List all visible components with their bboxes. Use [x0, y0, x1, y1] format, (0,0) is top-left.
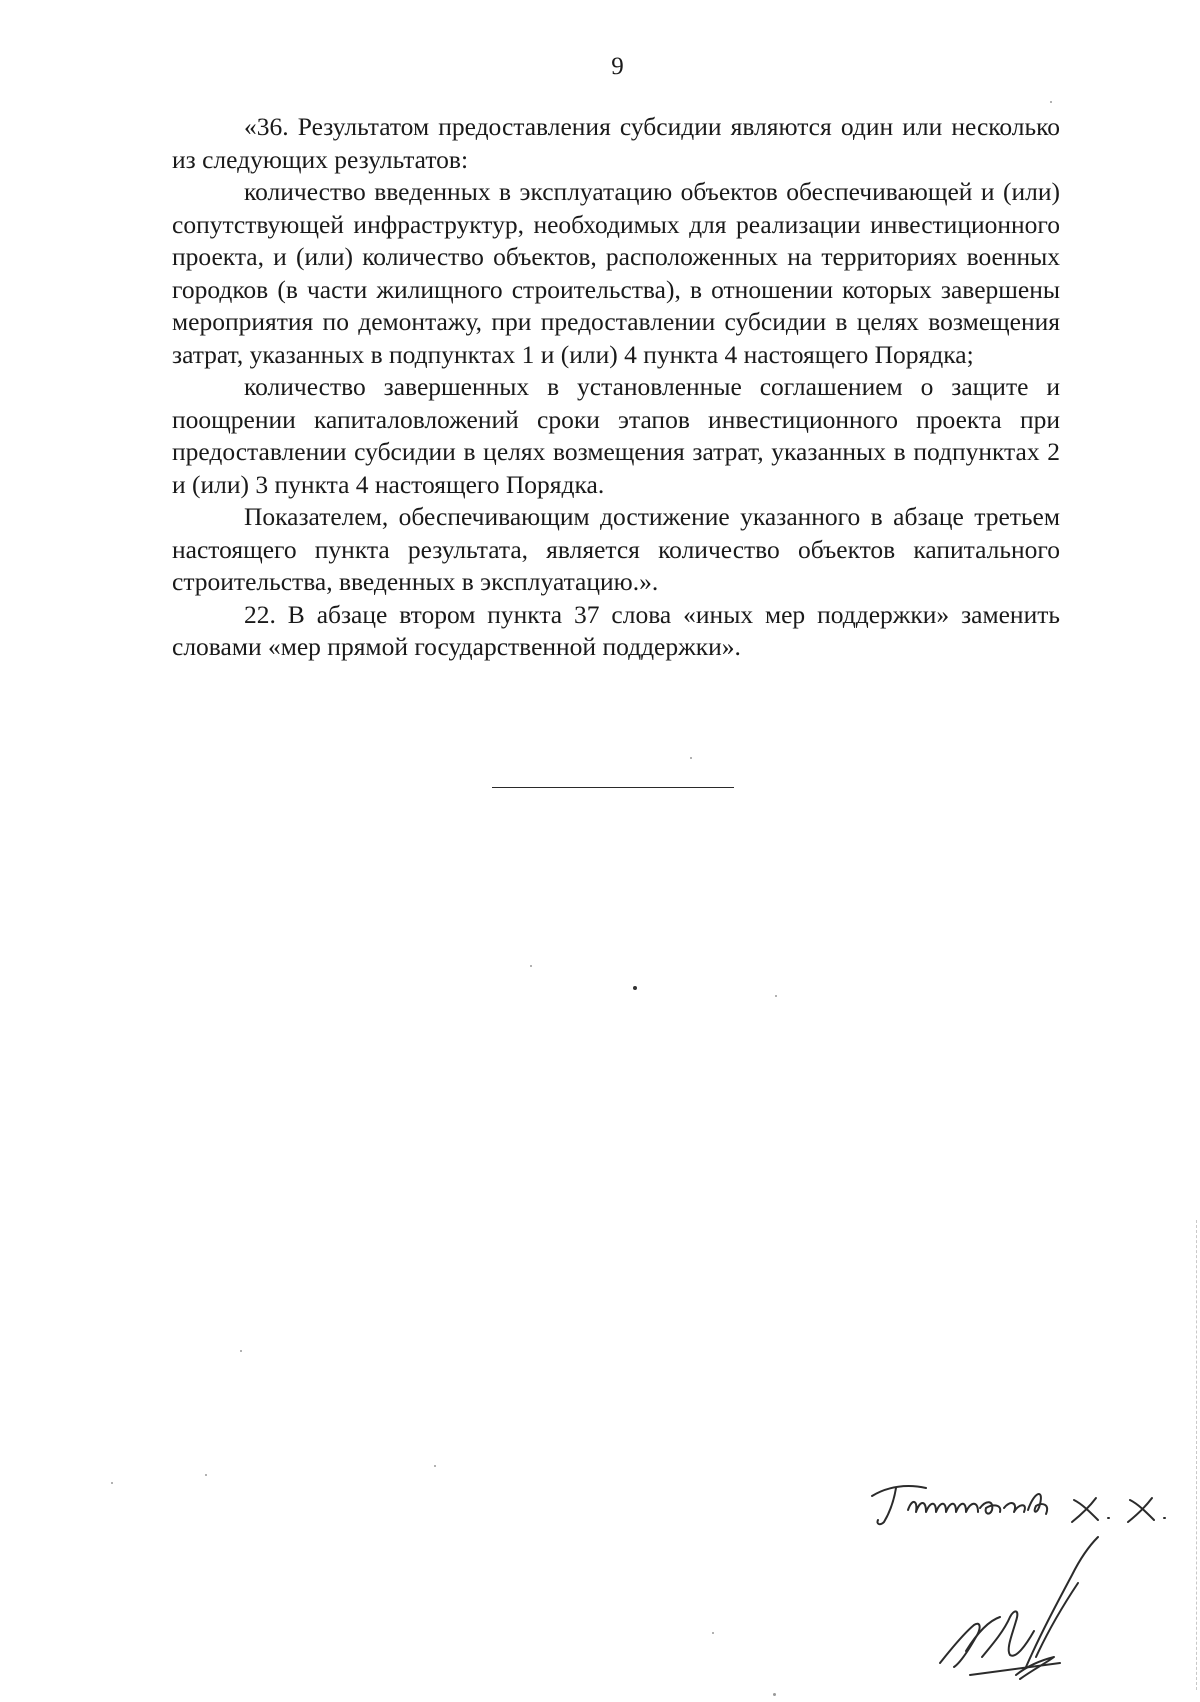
signature-drawing — [930, 1535, 1150, 1697]
handwritten-name-drawing — [868, 1478, 1198, 1538]
scan-speck — [773, 1693, 776, 1696]
scan-speck — [240, 1350, 242, 1352]
scan-speck — [690, 757, 692, 759]
scan-speck — [633, 986, 637, 990]
page-number: 9 — [611, 53, 624, 80]
paragraph-indicator: Показателем, обеспечивающим достижение указанного в абзаце третьем настоящего пункта результата, является количество объектов капитального строительства, введенных в эксплуатацию.». — [172, 502, 1060, 596]
scan-speck — [111, 1482, 113, 1484]
scan-speck — [775, 995, 777, 997]
paragraph-point-22: 22. В абзаце втором пункта 37 слова «иных мер поддержки» заменить словами «мер прямой государственной поддержки». — [172, 599, 1060, 661]
scan-speck — [434, 1465, 436, 1467]
scan-edge-marks — [1196, 1220, 1198, 1690]
scan-speck — [205, 1474, 207, 1476]
document-body — [172, 111, 1060, 664]
end-separator-line — [492, 787, 734, 788]
paragraph-result-stages: количество завершенных в установленные соглашением о защите и поощрении капиталовложений сроки этапов инвестиционного проекта при предоставлении субсидии в целях возмещения затрат, указанных в подпунктах 2 и (или) 3 пункта 4 настоящего Порядка. — [172, 372, 1060, 499]
scan-speck — [712, 1632, 714, 1634]
signature — [930, 1535, 1150, 1697]
paragraph-result-infrastructure: количество введенных в эксплуатацию объектов обеспечивающей и (или) сопутствующей инфраструктур, необходимых для реализации инвестиционного проекта, и (или) количество объектов, расположенных на территориях военных городков (в части жилищного строительства), в отношении которых завершены мероприятия по демонтажу, при предоставлении субсидии в целях возмещения затрат, указанных в подпунктах 1 и (или) 4 пункта 4 настоящего Порядка; — [172, 177, 1060, 369]
paragraph-point-36: «36. Результатом предоставления субсидии являются один или несколько из следующих результатов: — [172, 112, 1060, 174]
scan-speck — [1050, 101, 1052, 103]
scan-speck — [530, 965, 532, 967]
handwritten-name — [868, 1478, 1198, 1538]
